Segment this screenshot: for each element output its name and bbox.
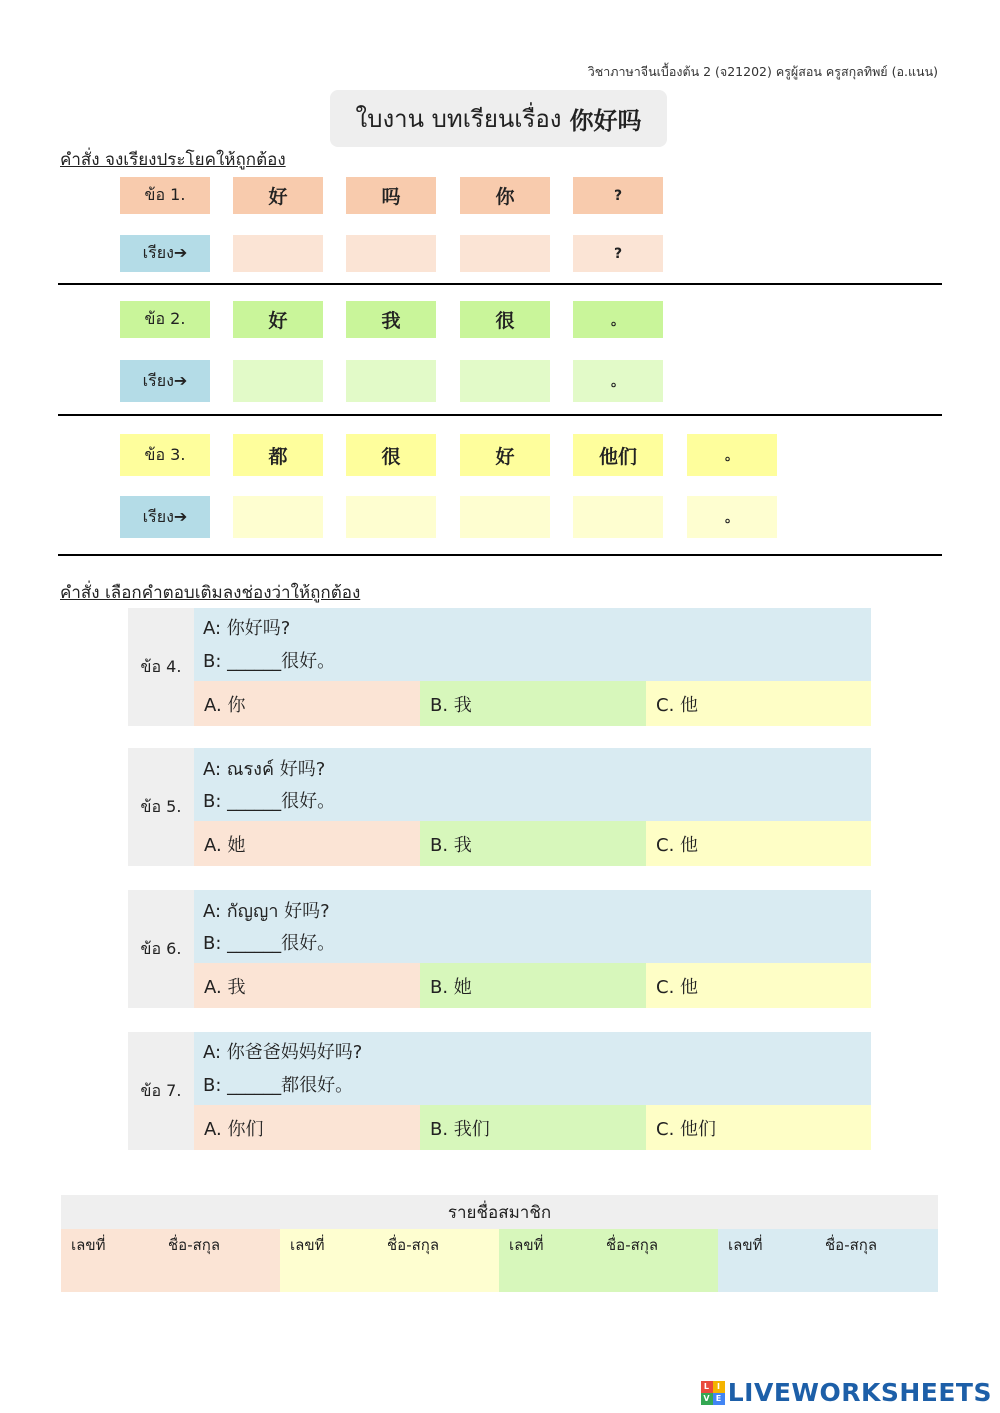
name-label: ชื่อ-สกุล <box>825 1236 878 1254</box>
item-2-answer-label: เรียง➔ <box>120 360 210 402</box>
liveworksheets-logo <box>701 1378 992 1407</box>
dialog-line-a: A: ณรงค์ 好吗? <box>203 759 326 780</box>
dialog-line-b: B: ______很好。 <box>203 791 336 812</box>
answer-slot[interactable] <box>346 235 436 272</box>
answer-slot[interactable] <box>460 235 550 272</box>
word-tile[interactable]: 好 <box>233 301 323 338</box>
question-number: ข้อ 7. <box>128 1032 194 1150</box>
number-label: เลขที่ <box>509 1236 544 1254</box>
word-tile[interactable]: 很 <box>460 301 550 338</box>
member-list-title: รายชื่อสมาชิก <box>61 1195 938 1229</box>
word-tile[interactable]: 很 <box>346 434 436 476</box>
item-3-answer-label: เรียง➔ <box>120 496 210 538</box>
item-1-label: ข้อ 1. <box>120 177 210 214</box>
option-a[interactable]: A. 你 <box>194 681 420 726</box>
dialog-line-b: B: ______都很好。 <box>203 1075 354 1096</box>
answer-slot[interactable] <box>233 496 323 538</box>
option-a[interactable]: A. 我 <box>194 963 420 1008</box>
member-slot <box>499 1229 718 1292</box>
question-card <box>128 608 871 726</box>
name-label: ชื่อ-สกุล <box>606 1236 659 1254</box>
divider <box>58 414 942 416</box>
option-b[interactable]: B. 她 <box>420 963 646 1008</box>
dialog-box <box>194 608 871 681</box>
brand-name: LIVEWORKSHEETS <box>727 1378 992 1407</box>
punctuation-slot: ? <box>573 235 663 272</box>
word-tile[interactable]: 他们 <box>573 434 663 476</box>
course-info: วิชาภาษาจีนเบื้องต้น 2 (จ21202) ครูผู้สอน ครูสกุลทิพย์ (อ.แนน) <box>587 64 938 79</box>
punctuation-slot: 。 <box>573 360 663 402</box>
option-c[interactable]: C. 他 <box>646 681 871 726</box>
option-a[interactable]: A. 她 <box>194 821 420 866</box>
option-c[interactable]: C. 他们 <box>646 1105 871 1150</box>
word-tile[interactable]: 吗 <box>346 177 436 214</box>
option-c[interactable]: C. 他 <box>646 821 871 866</box>
punctuation-tile: 。 <box>573 301 663 338</box>
word-tile[interactable]: 你 <box>460 177 550 214</box>
question-card <box>128 1032 871 1150</box>
option-b[interactable]: B. 我 <box>420 681 646 726</box>
number-label: เลขที่ <box>290 1236 325 1254</box>
dialog-line-b: B: ______很好。 <box>203 651 336 672</box>
dialog-line-a: A: 你好吗? <box>203 618 291 639</box>
name-label: ชื่อ-สกุล <box>387 1236 440 1254</box>
word-tile[interactable]: 都 <box>233 434 323 476</box>
member-list-table <box>61 1195 938 1292</box>
name-label: ชื่อ-สกุล <box>168 1236 221 1254</box>
punctuation-tile: ? <box>573 177 663 214</box>
punctuation-tile: 。 <box>687 434 777 476</box>
item-3-label: ข้อ 3. <box>120 434 210 476</box>
number-label: เลขที่ <box>728 1236 763 1254</box>
dialog-line-b: B: ______很好。 <box>203 933 336 954</box>
answer-slot[interactable] <box>233 235 323 272</box>
answer-slot[interactable] <box>346 360 436 402</box>
option-b[interactable]: B. 我 <box>420 821 646 866</box>
option-b[interactable]: B. 我们 <box>420 1105 646 1150</box>
dialog-box <box>194 890 871 963</box>
word-tile[interactable]: 我 <box>346 301 436 338</box>
worksheet-title <box>330 90 667 147</box>
dialog-box <box>194 1032 871 1105</box>
question-number: ข้อ 5. <box>128 748 194 866</box>
dialog-box <box>194 748 871 821</box>
answer-slot[interactable] <box>346 496 436 538</box>
word-tile[interactable]: 好 <box>233 177 323 214</box>
answer-slot[interactable] <box>573 496 663 538</box>
question-number: ข้อ 4. <box>128 608 194 726</box>
word-tile[interactable]: 好 <box>460 434 550 476</box>
liveworksheets-icon: L I V E <box>701 1381 725 1405</box>
question-card <box>128 890 871 1008</box>
instruction-fill-blank: คำสั่ง เลือกคำตอบเติมลงช่องว่าให้ถูกต้อง <box>60 583 361 603</box>
dialog-line-a: A: 你爸爸妈妈好吗? <box>203 1042 363 1063</box>
divider <box>58 283 942 285</box>
title-chinese: 你好吗 <box>569 107 642 135</box>
option-a[interactable]: A. 你们 <box>194 1105 420 1150</box>
option-c[interactable]: C. 他 <box>646 963 871 1008</box>
answer-slot[interactable] <box>460 496 550 538</box>
member-slot <box>61 1229 280 1292</box>
answer-slot[interactable] <box>233 360 323 402</box>
item-1-answer-label: เรียง➔ <box>120 235 210 272</box>
item-2-label: ข้อ 2. <box>120 301 210 338</box>
dialog-line-a: A: กัญญา 好吗? <box>203 901 330 922</box>
member-slot <box>718 1229 938 1292</box>
question-number: ข้อ 6. <box>128 890 194 1008</box>
divider <box>58 554 942 556</box>
punctuation-slot: 。 <box>687 496 777 538</box>
instruction-reorder: คำสั่ง จงเรียงประโยคให้ถูกต้อง <box>60 150 286 170</box>
title-thai: ใบงาน บทเรียนเรื่อง <box>355 105 562 133</box>
answer-slot[interactable] <box>460 360 550 402</box>
question-card <box>128 748 871 866</box>
member-slot <box>280 1229 499 1292</box>
number-label: เลขที่ <box>71 1236 106 1254</box>
